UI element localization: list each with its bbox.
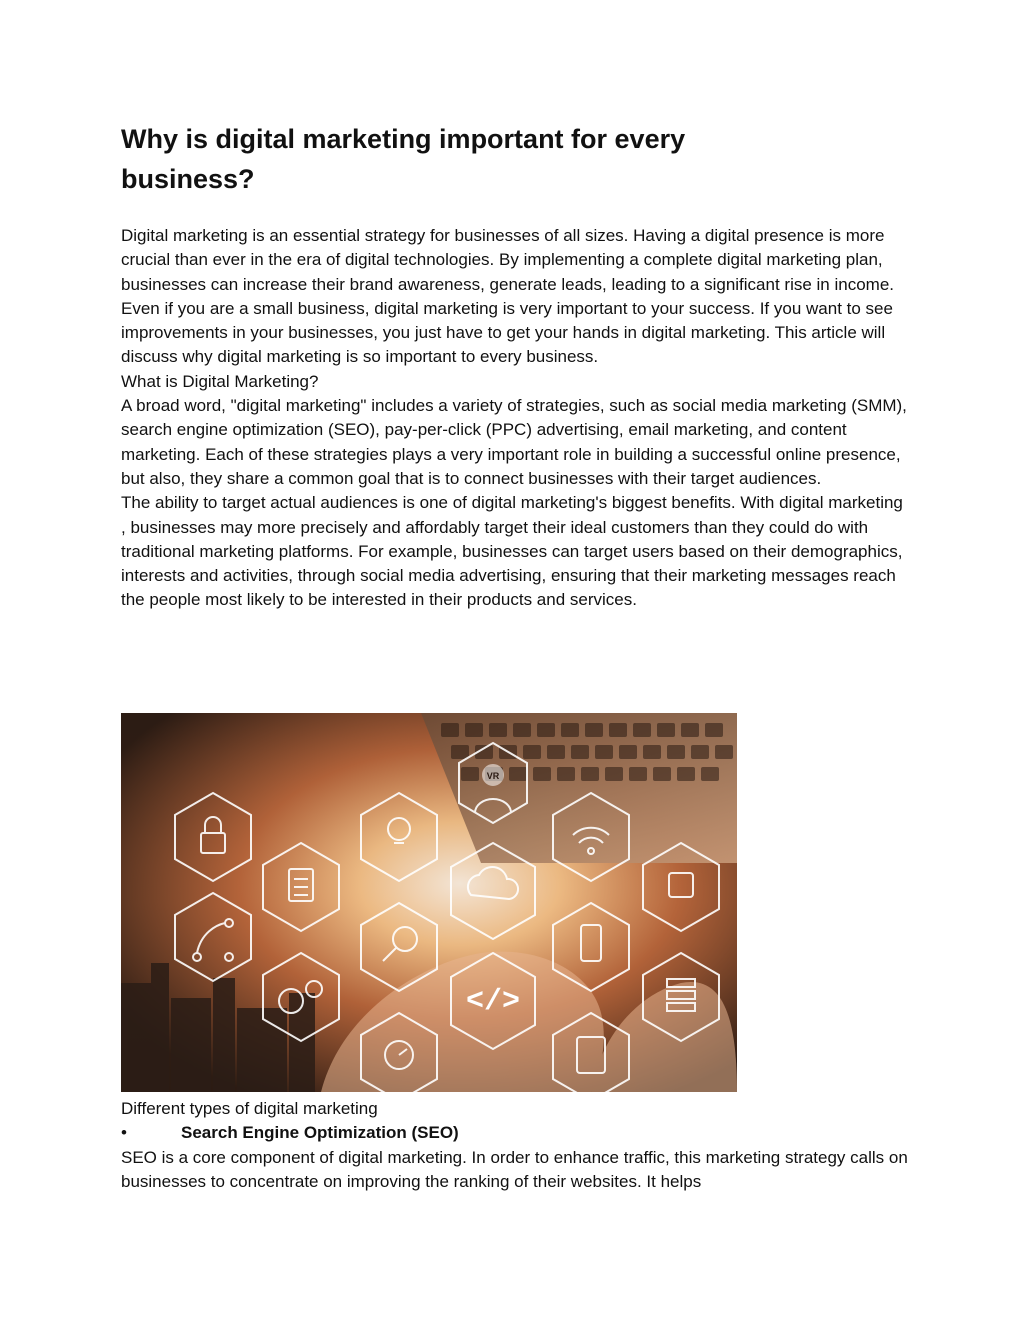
bullet-symbol: • [121, 1123, 127, 1143]
subheading-what-is-digital-marketing: What is Digital Marketing? [121, 371, 319, 391]
section-heading: Different types of digital marketing [121, 1099, 378, 1118]
article-intro [121, 224, 911, 613]
intro-paragraph: Digital marketing is an essential strategy for businesses of all sizes. Having a digital presence is more crucial than ever in the era of digital technologies. By implementing a complete digital marketing plan, businesses can increase their brand awareness, generate leads, leading to a significant rise in income. Even if you are a small business, digital marketing is very important to your success. If you want to see improvements in your businesses, you just have to get your hands in digital marketing. This article will discuss why digital marketing is so important to every business. [121, 226, 895, 367]
bullet-item-seo [121, 1121, 911, 1145]
types-section [121, 1097, 911, 1194]
bullet-title: Search Engine Optimization (SEO) [181, 1123, 459, 1143]
code-symbol: </> [465, 985, 521, 1019]
seo-paragraph: SEO is a core component of digital marketing. In order to enhance traffic, this marketing strategy calls on businesses to concentrate on improving the ranking of their websites. It helps [121, 1147, 908, 1191]
benefits-paragraph: The ability to target actual audiences is one of digital marketing's biggest benefits. With digital marketing , businesses may more precisely and affordably target their ideal customers than they could do with traditional marketing platforms. For example, businesses can target users based on their demographics, interests and activities, through social media advertising, ensuring that their marketing messages reach the people most likely to be interested in their products and services. [121, 493, 903, 610]
digital-marketing-illustration [121, 713, 737, 1092]
vr-label: VR [486, 771, 500, 781]
article-title: Why is digital marketing important for every business? [121, 124, 686, 194]
definition-paragraph: A broad word, "digital marketing" includes a variety of strategies, such as social media marketing (SMM), search engine optimization (SEO), pay-per-click (PPC) advertising, email marketing, and content marketing. Each of these strategies plays a very important role in building a successful online presence, but also, they share a common goal that is to connect businesses with their target audiences. [121, 396, 907, 488]
